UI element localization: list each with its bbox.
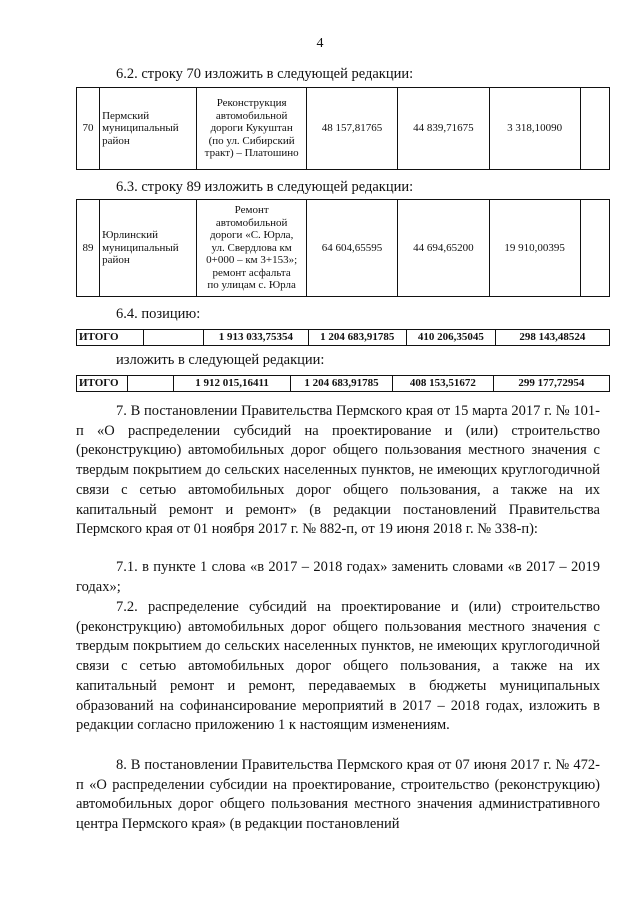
object-line: ремонт асфальта — [212, 266, 291, 279]
page-number: 4 — [316, 36, 324, 51]
district-line: муниципальный — [102, 122, 179, 135]
district-cell — [100, 88, 197, 170]
value-cell-1: 64 604,65595 — [306, 200, 397, 297]
section-6-4-subheading: изложить в следующей редакции: — [116, 352, 325, 368]
paragraph-7-2: 7.2. распределение субсидий на проектирование и (или) строительство (реконструкцию) автомобильных дорог общего пользования местного значения с твердым покрытием до сельских населенных пунктов, не имеющих круглогодичной связи с сетью автомобильных дорог общего пользования, а также на их капитальный ремонт и ремонт, передаваемых в бюджеты муниципальных образований на софинансирование мероприятий в 2017 – 2018 годах, изложить в редакции согласно приложению 1 к настоящим изменениям. — [76, 599, 600, 734]
district-line: муниципальный — [102, 241, 179, 254]
object-line: автомобильной — [215, 109, 288, 122]
table-row-89 — [76, 199, 610, 297]
paragraph-7: 7. В постановлении Правительства Пермского края от 15 марта 2017 г. № 101-п «О распределении субсидий на проектирование и (или) строительство (реконструкцию) автомобильных дорог общего пользования местного значения с твердым покрытием до сельских населенных пунктов, не имеющих круглогодичной связи с сетью автомобильных дорог общего пользования, а также на их капитальный ремонт и ремонт» (в редакции постановлений Правительства Пермского края от 01 ноября 2017 г. № 882-п, от 19 июня 2018 г. № 338-п): — [76, 403, 600, 538]
empty-cell — [127, 376, 174, 392]
total-value-2: 1 204 683,91785 — [290, 376, 392, 392]
object-line: дороги «С. Юрла, — [209, 229, 294, 242]
section-6-2-heading: 6.2. строку 70 изложить в следующей редакции: — [116, 66, 414, 82]
total-value-1: 1 912 015,16411 — [174, 376, 290, 392]
section-6-3-heading: 6.3. строку 89 изложить в следующей редакции: — [116, 179, 414, 195]
value-cell-2: 44 839,71675 — [398, 88, 489, 170]
district-line: район — [102, 254, 130, 267]
object-line: ул. Свердлова км — [211, 241, 292, 254]
total-value-3: 408 153,51672 — [393, 376, 493, 392]
total-value-3: 410 206,35045 — [407, 330, 496, 346]
empty-cell — [143, 330, 203, 346]
total-label: ИТОГО — [77, 330, 144, 346]
total-value-2: 1 204 683,91785 — [308, 330, 406, 346]
value-cell-1: 48 157,81765 — [306, 88, 397, 170]
total-value-4: 298 143,48524 — [495, 330, 609, 346]
total-row-new — [76, 375, 610, 392]
district-line: Юрлинский — [102, 229, 159, 242]
object-cell — [197, 200, 306, 297]
row-number: 89 — [77, 200, 100, 297]
total-row-old — [76, 329, 610, 346]
object-cell — [197, 88, 306, 170]
object-line: по улицам с. Юрла — [207, 279, 296, 292]
table-row-70 — [76, 87, 610, 170]
object-line: 0+000 – км 3+153»; — [206, 254, 298, 267]
value-cell-3: 3 318,10090 — [489, 88, 580, 170]
object-line: автомобильной — [215, 216, 288, 229]
object-line: Ремонт — [234, 204, 269, 217]
value-cell-3: 19 910,00395 — [489, 200, 580, 297]
value-cell-2: 44 694,65200 — [398, 200, 489, 297]
object-line: Реконструкция — [216, 97, 287, 110]
total-value-1: 1 913 033,75354 — [204, 330, 308, 346]
empty-cell — [580, 88, 609, 170]
district-line: район — [102, 134, 130, 147]
total-value-4: 299 177,72954 — [493, 376, 609, 392]
object-line: тракт) – Платошино — [204, 147, 299, 160]
section-6-4-heading: 6.4. позицию: — [116, 306, 201, 322]
empty-cell — [580, 200, 609, 297]
paragraph-8: 8. В постановлении Правительства Пермского края от 07 июня 2017 г. № 472-п «О распределении субсидии на проектирование, строительство (реконструкцию) автомобильных дорог общего пользования местного значения административного центра Пермского края» (в редакции постановлений — [76, 757, 600, 833]
district-cell — [100, 200, 197, 297]
object-line: дороги Кукуштан — [210, 122, 293, 135]
district-line: Пермский — [102, 109, 150, 122]
paragraph-7-1: 7.1. в пункте 1 слова «в 2017 – 2018 годах» заменить словами «в 2017 – 2019 годах»; — [76, 559, 600, 595]
row-number: 70 — [77, 88, 100, 170]
total-label: ИТОГО — [77, 376, 128, 392]
object-line: (по ул. Сибирский — [208, 134, 295, 147]
